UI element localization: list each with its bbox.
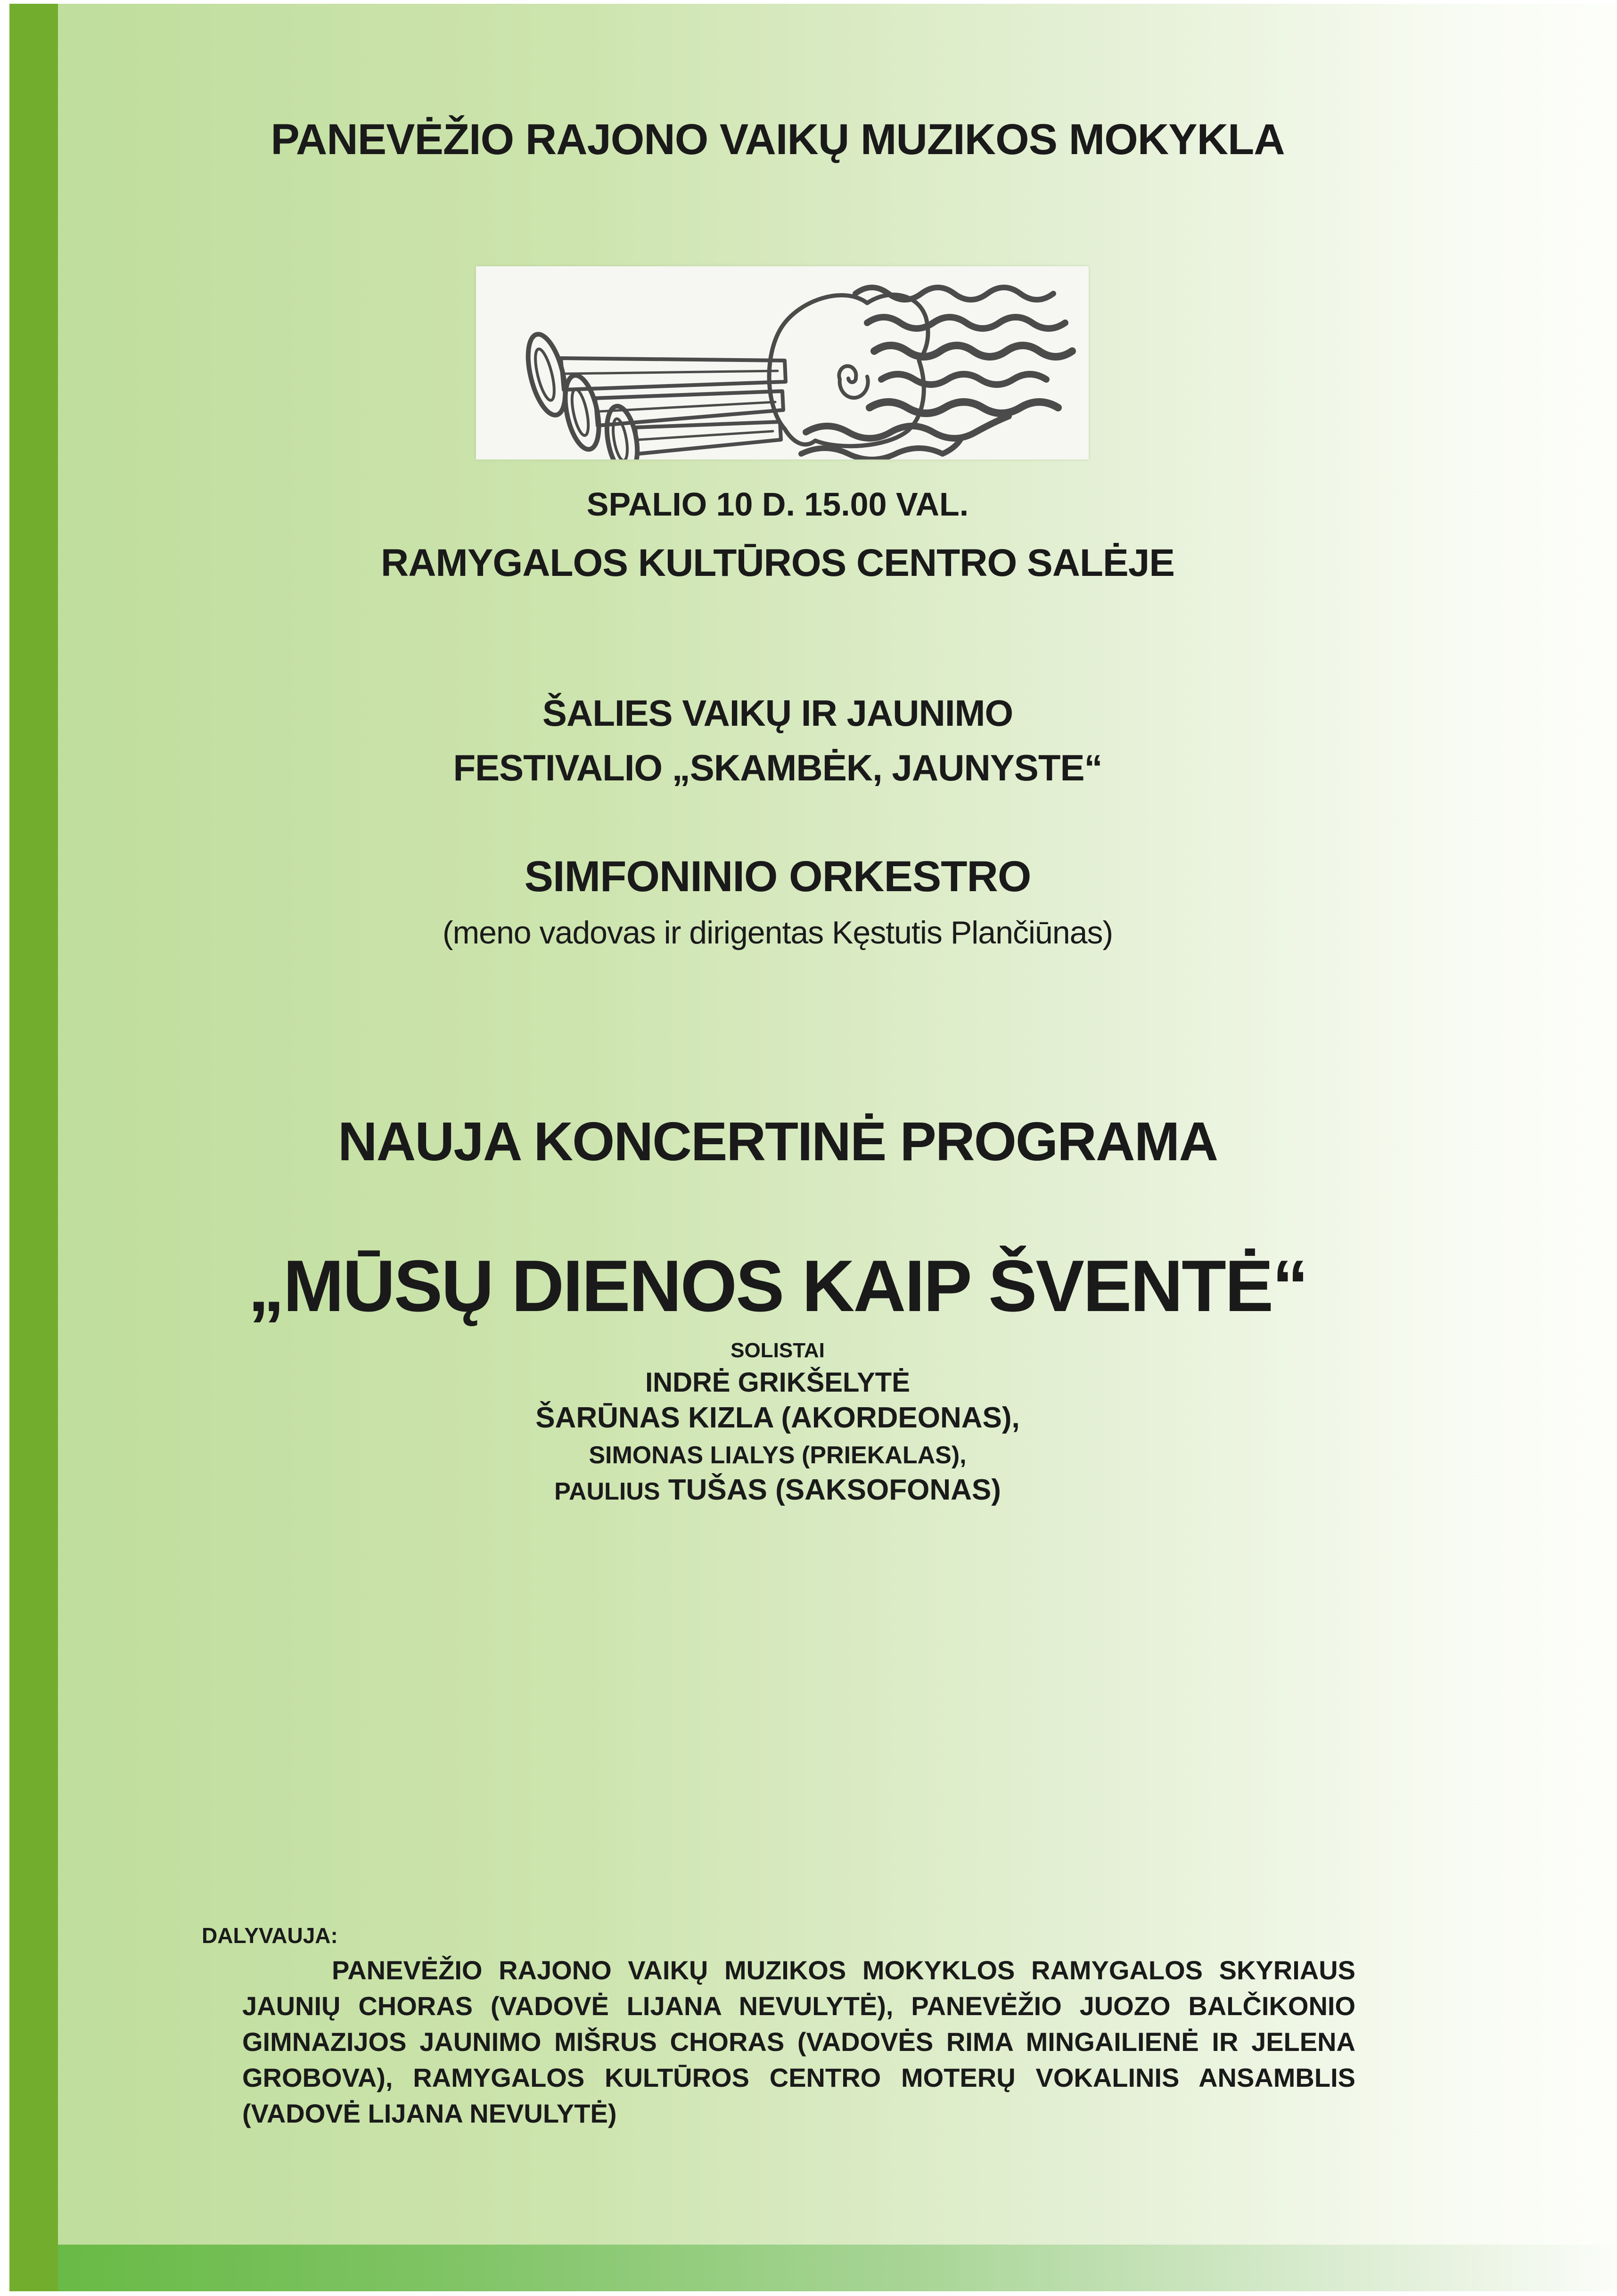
conductor-note: (meno vadovas ir dirigentas Kęstutis Plančiūnas) [442, 915, 1113, 951]
soloist-first-name: PAULIUS [554, 1478, 660, 1505]
participants-line: PANEVĖŽIO RAJONO VAIKŲ MUZIKOS MOKYKLOS RAMYGALOS SKYRIAUS [332, 1955, 1355, 1985]
soloist-name: SIMONAS LIALYS (PRIEKALAS), [589, 1442, 967, 1469]
trumpets-drawing [476, 266, 1089, 459]
participants-line: (VADOVĖ LIJANA NEVULYTĖ) [242, 2099, 617, 2128]
soloist-name [58, 1473, 1497, 1507]
participants-line: JAUNIŲ CHORAS (VADOVĖ LIJANA NEVULYTĖ), PANEVĖŽIO JUOZO BALČIKONIO [242, 1991, 1355, 2021]
festival-line-1: ŠALIES VAIKŲ IR JAUNIMO [542, 692, 1013, 734]
participants-line: GROBOVA), RAMYGALOS KULTŪROS CENTRO MOTERŲ VOKALINIS ANSAMBLIS [242, 2063, 1355, 2092]
program-label: NAUJA KONCERTINĖ PROGRAMA [337, 1111, 1218, 1172]
festival-line-2: FESTIVALIO „SKAMBĖK, JAUNYSTE“ [453, 747, 1102, 788]
left-green-bar [9, 4, 58, 2291]
trumpets-artwork [476, 266, 1089, 459]
participants-paragraph [242, 1952, 1355, 2132]
event-venue: RAMYGALOS KULTŪROS CENTRO SALĖJE [381, 541, 1174, 584]
soloist-name: ŠARŪNAS KIZLA (AKORDEONAS), [535, 1402, 1020, 1434]
school-title: PANEVĖŽIO RAJONO VAIKŲ MUZIKOS MOKYKLA [271, 115, 1285, 164]
program-title: „MŪSŲ DIENOS KAIP ŠVENTĖ“ [248, 1245, 1307, 1327]
event-datetime: SPALIO 10 D. 15.00 VAL. [586, 486, 969, 523]
participants-label: DALYVAUJA: [202, 1923, 338, 1948]
participants-line: GIMNAZIJOS JAUNIMO MIŠRUS CHORAS (VADOVĖS RIMA MINGAILIENĖ IR JELENA [242, 2027, 1355, 2057]
soloist-name: INDRĖ GRIKŠELYTĖ [645, 1367, 910, 1398]
soloists-label: SOLISTAI [731, 1339, 825, 1362]
poster-content [58, 0, 1497, 2296]
soloist-name-rest: TUŠAS (SAKSOFONAS) [660, 1474, 1001, 1506]
performer-title: SIMFONINIO ORKESTRO [524, 853, 1031, 901]
